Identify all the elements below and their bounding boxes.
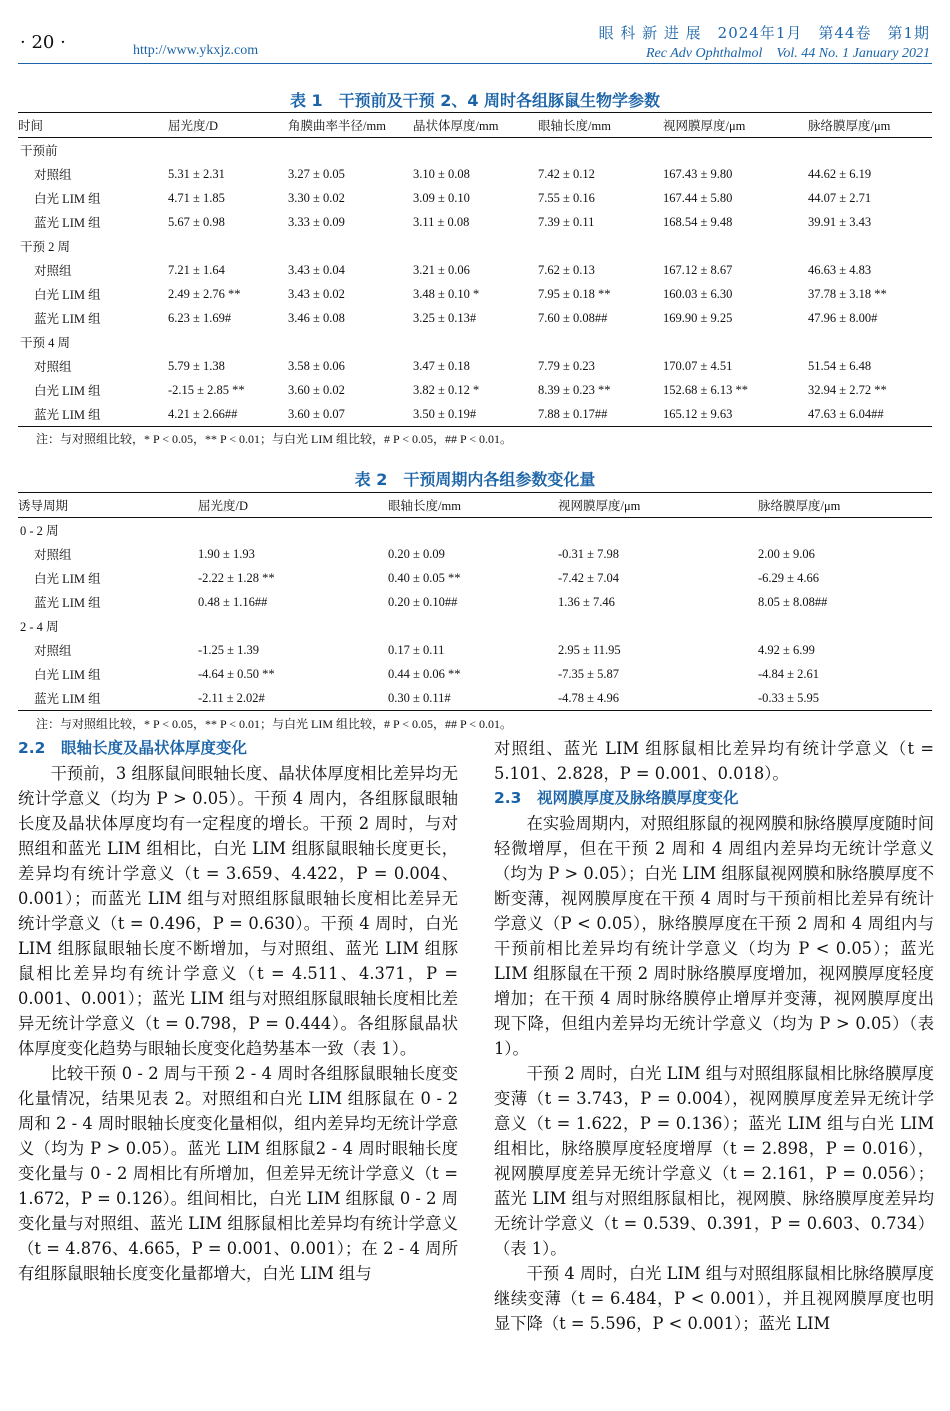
table1-cell: 170.07 ± 4.51	[663, 358, 733, 373]
table1-cell: 5.79 ± 1.38	[168, 358, 225, 373]
table1-cell: 3.21 ± 0.06	[413, 262, 470, 277]
table1-cell: 7.21 ± 1.64	[168, 262, 225, 277]
table1-row	[18, 402, 932, 427]
table1-header-row	[18, 113, 932, 138]
section-2-2-title: 2.2 眼轴长度及晶状体厚度变化	[18, 739, 247, 757]
table2-cell: 2.95 ± 11.95	[558, 642, 621, 657]
table2-cell: 0.40 ± 0.05 **	[388, 570, 461, 585]
table2-header-cell: 视网膜厚度/μm	[558, 493, 758, 518]
paragraph-axial-length: 干预前，3 组豚鼠间眼轴长度、晶状体厚度相比差异均无统计学意义（均为 P > 0.05）。干预 4 周内，各组豚鼠眼轴长度及晶状体厚度均有一定程度的增长。干预 2 周时，与对照组和蓝光 LIM 组相比，白光 LIM 组豚鼠眼轴长度更长，差异均有统计学意义（t = 3.659、4.422，P = 0.004、0.001）；而蓝光 LIM 组与对照组豚鼠眼轴长度相比差异无统计学意义（t = 0.496，P = 0.630）。干预 4 周时，白光 LIM 组豚鼠眼轴长度不断增加，与对照组、蓝光 LIM 组豚鼠相比差异均有统计学意义（t = 4.511、4.371，P = 0.001、0.001）；蓝光 LIM 组与对照组豚鼠眼轴长度相比差异无统计学意义（t = 0.798，P = 0.444）。各组豚鼠晶状体厚度变化趋势与眼轴长度变化趋势基本一致（表 1）。	[18, 764, 458, 1058]
table1-cell: 7.42 ± 0.12	[538, 166, 595, 181]
table1-cell: 7.88 ± 0.17##	[538, 402, 663, 427]
table1-cell: 4.71 ± 1.85	[168, 190, 225, 205]
table1-cell: 3.46 ± 0.08	[288, 310, 345, 325]
table2-header-cell: 脉络膜厚度/μm	[758, 493, 932, 518]
table1-cell: 3.30 ± 0.02	[288, 190, 345, 205]
table1-cell: -2.15 ± 2.85 **	[168, 382, 245, 397]
table1-cell: 3.60 ± 0.02	[288, 382, 345, 397]
table1-cell: 51.54 ± 6.48	[808, 358, 872, 373]
table2-row	[18, 662, 932, 686]
table2-cell: 0.20 ± 0.09	[388, 546, 445, 561]
table2-cell: 4.92 ± 6.99	[758, 642, 815, 657]
table2-cell: 2.00 ± 9.06	[758, 546, 815, 561]
table1-group-label: 干预 2 周	[20, 240, 71, 254]
table2-header-cell: 诱导周期	[18, 493, 198, 518]
table2-cell: -0.31 ± 7.98	[558, 546, 620, 561]
table1-cell: 7.39 ± 0.11	[538, 214, 595, 229]
table1-cell: 3.47 ± 0.18	[413, 358, 470, 373]
table2-body	[18, 518, 932, 711]
table2-cell: 0.44 ± 0.06 **	[388, 666, 461, 681]
table1-cell: 7.60 ± 0.08##	[538, 310, 608, 325]
table2-row	[18, 638, 932, 662]
table1-header-cell: 脉络膜厚度/μm	[808, 113, 932, 138]
table1-cell: 7.55 ± 0.16	[538, 190, 595, 205]
table1-group-label: 干预前	[20, 144, 58, 158]
table1-group-row	[18, 138, 932, 163]
table1-cell: 3.10 ± 0.08	[413, 166, 470, 181]
page-number: · 20 ·	[20, 32, 66, 53]
table1-cell: 39.91 ± 3.43	[808, 214, 872, 229]
table1-group-row	[18, 234, 932, 258]
table1-cell: 5.67 ± 0.98	[168, 214, 225, 229]
table1-cell: 37.78 ± 3.18 **	[808, 286, 887, 301]
table2-header-cell: 屈光度/D	[198, 493, 388, 518]
table2-cell: -7.35 ± 5.87	[558, 666, 620, 681]
paragraph-axial-change: 比较干预 0 - 2 周与干预 2 - 4 周时各组豚鼠眼轴长度变化量情况，结果见表 2。对照组和白光 LIM 组豚鼠在 0 - 2 周和 2 - 4 周时眼轴长度变化量相似，组内差异均无统计学意义（均为 P > 0.05）。蓝光 LIM 组豚鼠2 - 4 周时眼轴长度变化量与 0 - 2 周相比有所增加，但差异无统计学意义（t = 1.672，P = 0.126）。组间相比，白光 LIM 组豚鼠 0 - 2 周变化量与对照组、蓝光 LIM 组豚鼠相比差异均有统计学意义（t = 4.876、4.665，P = 0.001、0.001）；在 2 - 4 周所有组豚鼠眼轴长度变化量都增大，白光 LIM 组与	[18, 1064, 458, 1283]
table2-cell: 0.20 ± 0.10##	[388, 594, 458, 609]
table2-cell: -2.22 ± 1.28 **	[198, 570, 275, 585]
table1-group-label: 干预 4 周	[20, 336, 71, 350]
table1-row-label: 白光 LIM 组	[34, 288, 101, 302]
table1-cell: 44.62 ± 6.19	[808, 166, 872, 181]
table1-cell: 3.27 ± 0.05	[288, 166, 345, 181]
table2-cell: 8.05 ± 8.08##	[758, 594, 828, 609]
table1-cell: 47.96 ± 8.00#	[808, 310, 878, 325]
table1-header-cell: 时间	[18, 113, 168, 138]
table1-cell: 3.25 ± 0.13#	[413, 310, 477, 325]
table1-cell: 160.03 ± 6.30	[663, 286, 733, 301]
table1-cell: 3.58 ± 0.06	[288, 358, 345, 373]
table1-row-label: 蓝光 LIM 组	[34, 312, 101, 326]
table1-cell: 7.95 ± 0.18 **	[538, 286, 611, 301]
table1-row-label: 对照组	[34, 264, 72, 278]
table2-group-row	[18, 614, 932, 638]
table2-cell: -4.64 ± 0.50 **	[198, 666, 275, 681]
table2-cell: 0.48 ± 1.16##	[198, 594, 268, 609]
paragraph-retina-choroid: 在实验周期内，对照组豚鼠的视网膜和脉络膜厚度随时间轻微增厚，但在干预 2 周和 4 周组内差异均无统计学意义（均为 P > 0.05）；白光 LIM 组豚鼠视网膜和脉络膜厚度不断变薄，视网膜厚度在干预 4 周时与干预前相比差异有统计学意义（P < 0.05），脉络膜厚度在干预 2 周和 4 周组内与干预前相比差异均有统计学意义（均为 P < 0.05）；蓝光 LIM 组豚鼠在干预 2 周时脉络膜厚度增加，视网膜厚度轻度增加；在干预 4 周时脉络膜停止增厚并变薄，视网膜厚度出现下降，但组内差异均无统计学意义（均为 P > 0.05）（表 1）。	[494, 814, 934, 1058]
table1-row-label: 白光 LIM 组	[34, 192, 101, 206]
table1-row	[18, 258, 932, 282]
table1-cell: 3.43 ± 0.02	[288, 286, 345, 301]
table1-row-label: 白光 LIM 组	[34, 384, 101, 398]
table1-row	[18, 210, 932, 234]
table1-cell: 3.33 ± 0.09	[288, 214, 345, 229]
table1-row-label: 蓝光 LIM 组	[18, 402, 168, 427]
table2-cell: -1.25 ± 1.39	[198, 642, 260, 657]
table1-note: 注：与对照组比较，* P < 0.05，** P < 0.01；与白光 LIM 组比较，# P < 0.05，## P < 0.01。	[36, 432, 512, 446]
table2-row-label: 蓝光 LIM 组	[34, 596, 101, 610]
table2-row-label: 白光 LIM 组	[34, 572, 101, 586]
table2	[18, 492, 932, 711]
table2-cell: -6.29 ± 4.66	[758, 570, 820, 585]
table1-row	[18, 306, 932, 330]
right-column	[494, 736, 934, 1336]
table1-row	[18, 186, 932, 210]
journal-url: http://www.ykxjz.com	[133, 43, 259, 58]
table1-header-cell: 角膜曲率半径/mm	[288, 113, 413, 138]
table2-row	[18, 590, 932, 614]
table1-cell: 152.68 ± 6.13 **	[663, 382, 748, 397]
table2-row	[18, 542, 932, 566]
table2-row-label: 对照组	[34, 644, 72, 658]
paragraph-four-weeks: 干预 4 周时，白光 LIM 组与对照组豚鼠相比脉络膜厚度继续变薄（t = 6.484，P < 0.001），并且视网膜厚度也明显下降（t = 5.596，P < 0.001）；蓝光 LIM	[494, 1264, 934, 1333]
table1-row	[18, 282, 932, 306]
table2-group-label: 0 - 2 周	[20, 524, 59, 538]
table2-cell: 0.30 ± 0.11#	[388, 686, 558, 711]
table1-caption: 表 1 干预前及干预 2、4 周时各组豚鼠生物学参数	[289, 91, 661, 110]
table1-group-row	[18, 330, 932, 354]
table2-header-row	[18, 493, 932, 518]
paragraph-two-weeks: 干预 2 周时，白光 LIM 组与对照组豚鼠相比脉络膜厚度变薄（t = 3.743，P = 0.004），视网膜厚度差异无统计学意义（t = 1.622，P = 0.136）；蓝光 LIM 组与白光 LIM 组相比，脉络膜厚度轻度增厚（t = 2.898，P = 0.016），视网膜厚度差异无统计学意义（t = 2.161，P = 0.056）；蓝光 LIM 组与对照组豚鼠相比，视网膜、脉络膜厚度差异均无统计学意义（t = 0.539、0.391，P = 0.603、0.734）（表 1）。	[494, 1064, 934, 1258]
table1-cell: 32.94 ± 2.72 **	[808, 382, 887, 397]
table1-cell: 7.79 ± 0.23	[538, 358, 595, 373]
table1-cell: 47.63 ± 6.04##	[808, 402, 932, 427]
table2-cell: 1.90 ± 1.93	[198, 546, 255, 561]
table1-row	[18, 378, 932, 402]
journal-title-en: Rec Adv Ophthalmol Vol. 44 No. 1 January 2021	[646, 46, 930, 61]
table1-cell: 167.12 ± 8.67	[663, 262, 733, 277]
table1-row	[18, 162, 932, 186]
table1-cell: 5.31 ± 2.31	[168, 166, 225, 181]
table2-row	[18, 566, 932, 590]
table2-header-cell: 眼轴长度/mm	[388, 493, 558, 518]
left-column	[18, 736, 458, 1286]
table1-cell: 3.43 ± 0.04	[288, 262, 345, 277]
section-2-3-title: 2.3 视网膜厚度及脉络膜厚度变化	[494, 789, 739, 807]
header-rule	[18, 63, 932, 64]
table1-header-cell: 晶状体厚度/mm	[413, 113, 538, 138]
table1-cell: 3.11 ± 0.08	[413, 214, 470, 229]
table2-group-label: 2 - 4 周	[20, 620, 59, 634]
table2-cell: -0.33 ± 5.95	[758, 686, 932, 711]
table2-row-label: 对照组	[34, 548, 72, 562]
table2-row	[18, 686, 932, 711]
table2-cell: 0.17 ± 0.11	[388, 642, 445, 657]
table1-cell: 7.62 ± 0.13	[538, 262, 595, 277]
table1-body	[18, 138, 932, 427]
table1-row-label: 对照组	[34, 360, 72, 374]
table1-cell: 167.44 ± 5.80	[663, 190, 733, 205]
table1-cell: 168.54 ± 9.48	[663, 214, 733, 229]
table2-cell: 1.36 ± 7.46	[558, 594, 615, 609]
table1-header-cell: 视网膜厚度/μm	[663, 113, 808, 138]
table1-cell: 6.23 ± 1.69#	[168, 310, 232, 325]
table1-header-cell: 眼轴长度/mm	[538, 113, 663, 138]
table2-caption: 表 2 干预周期内各组参数变化量	[354, 470, 596, 489]
table1-row-label: 对照组	[34, 168, 72, 182]
table1-cell: 3.50 ± 0.19#	[413, 402, 538, 427]
table2-cell: -4.84 ± 2.61	[758, 666, 820, 681]
table1-cell: 3.60 ± 0.07	[288, 402, 413, 427]
table1-cell: 3.82 ± 0.12 *	[413, 382, 480, 397]
paragraph-continued: 对照组、蓝光 LIM 组豚鼠相比差异均有统计学意义（t = 5.101、2.828，P = 0.001、0.018）。	[494, 739, 934, 783]
table1-cell: 44.07 ± 2.71	[808, 190, 872, 205]
table1-row-label: 蓝光 LIM 组	[34, 216, 101, 230]
table1-cell: 169.90 ± 9.25	[663, 310, 733, 325]
table2-row-label: 白光 LIM 组	[34, 668, 101, 682]
table1-cell: 3.48 ± 0.10 *	[413, 286, 480, 301]
table1-cell: 4.21 ± 2.66##	[168, 402, 288, 427]
journal-title-cn: 眼 科 新 进 展 2024年1月 第44卷 第1期	[598, 24, 930, 42]
table2-group-row	[18, 518, 932, 543]
table1-row	[18, 354, 932, 378]
table1-cell: 8.39 ± 0.23 **	[538, 382, 611, 397]
table1-cell: 165.12 ± 9.63	[663, 402, 808, 427]
table1-cell: 3.09 ± 0.10	[413, 190, 470, 205]
table2-cell: -7.42 ± 7.04	[558, 570, 620, 585]
table2-cell: -2.11 ± 2.02#	[198, 686, 388, 711]
table1-header-cell: 屈光度/D	[168, 113, 288, 138]
table2-row-label: 蓝光 LIM 组	[18, 686, 198, 711]
table2-cell: -4.78 ± 4.96	[558, 686, 758, 711]
table2-note: 注：与对照组比较，* P < 0.05，** P < 0.01；与白光 LIM 组比较，# P < 0.05，## P < 0.01。	[36, 717, 512, 731]
table1-cell: 2.49 ± 2.76 **	[168, 286, 241, 301]
table1-cell: 167.43 ± 9.80	[663, 166, 733, 181]
table1	[18, 112, 932, 427]
table1-cell: 46.63 ± 4.83	[808, 262, 872, 277]
